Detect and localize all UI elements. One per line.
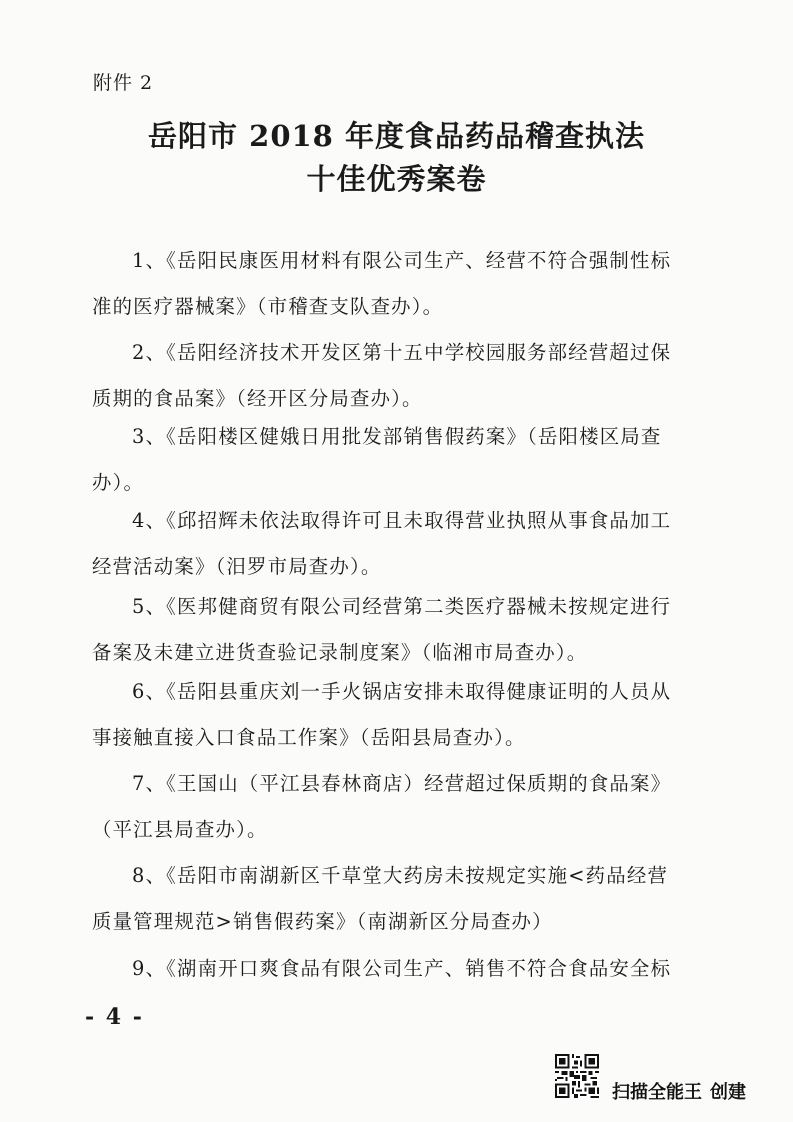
list-item-8 bbox=[92, 853, 732, 945]
document-title-line-2: 十佳优秀案卷 bbox=[306, 162, 487, 196]
scanner-action: 创建 bbox=[710, 1082, 746, 1103]
list-item-line: 2、《岳阳经济技术开发区第十五中学校园服务部经营超过保 bbox=[132, 341, 672, 364]
list-item-line: 4、《邱招辉未依法取得许可且未取得营业执照从事食品加工 bbox=[132, 509, 672, 532]
list-item-line: 9、《湖南开口爽食品有限公司生产、销售不符合食品安全标 bbox=[132, 957, 672, 980]
document-title-line-1: 岳阳市 2018 年度食品药品稽查执法 bbox=[148, 119, 645, 153]
list-item-9 bbox=[92, 946, 732, 992]
attachment-label: 附件 2 bbox=[93, 72, 154, 94]
page-number: - 4 - bbox=[85, 1004, 144, 1030]
list-item-line: 3、《岳阳楼区健娥日用批发部销售假药案》（岳阳楼区局查 bbox=[132, 425, 662, 448]
list-item-line: 准的医疗器械案》（市稽查支队查办）。 bbox=[92, 295, 444, 318]
list-item-2 bbox=[92, 330, 732, 422]
list-item-line: 1、《岳阳民康医用材料有限公司生产、经营不符合强制性标 bbox=[132, 249, 672, 272]
list-item-4 bbox=[92, 498, 732, 590]
list-item-6 bbox=[92, 669, 732, 761]
list-item-line: 5、《医邦健商贸有限公司经营第二类医疗器械未按规定进行 bbox=[132, 595, 672, 618]
list-item-3 bbox=[92, 414, 732, 506]
list-item-line: 经营活动案》（汨罗市局查办）。 bbox=[92, 555, 382, 578]
list-item-line: 备案及未建立进货查验记录制度案》（临湘市局查办）。 bbox=[92, 641, 588, 664]
list-item-line: 8、《岳阳市南湖新区千草堂大药房未按规定实施<药品经营 bbox=[132, 864, 669, 887]
list-item-line: 7、《王国山（平江县春林商店）经营超过保质期的食品案》 bbox=[132, 772, 672, 795]
scanner-app-name: 扫描全能王 bbox=[612, 1082, 702, 1103]
list-item-1 bbox=[92, 238, 732, 330]
qr-code-icon bbox=[555, 1054, 599, 1098]
scanner-watermark bbox=[612, 1078, 746, 1104]
list-item-line: 质量管理规范>销售假药案》（南湖新区分局查办） bbox=[92, 910, 553, 933]
list-item-5 bbox=[92, 584, 732, 676]
list-item-line: 事接触直接入口食品工作案》（岳阳县局查办）。 bbox=[92, 726, 526, 749]
list-item-line: 质期的食品案》（经开区分局查办）。 bbox=[92, 387, 423, 410]
list-item-line: （平江县局查办）。 bbox=[92, 818, 268, 841]
list-item-line: 6、《岳阳县重庆刘一手火锅店安排未取得健康证明的人员从 bbox=[132, 680, 672, 703]
list-item-7 bbox=[92, 761, 732, 853]
list-item-line: 办）。 bbox=[92, 471, 145, 494]
